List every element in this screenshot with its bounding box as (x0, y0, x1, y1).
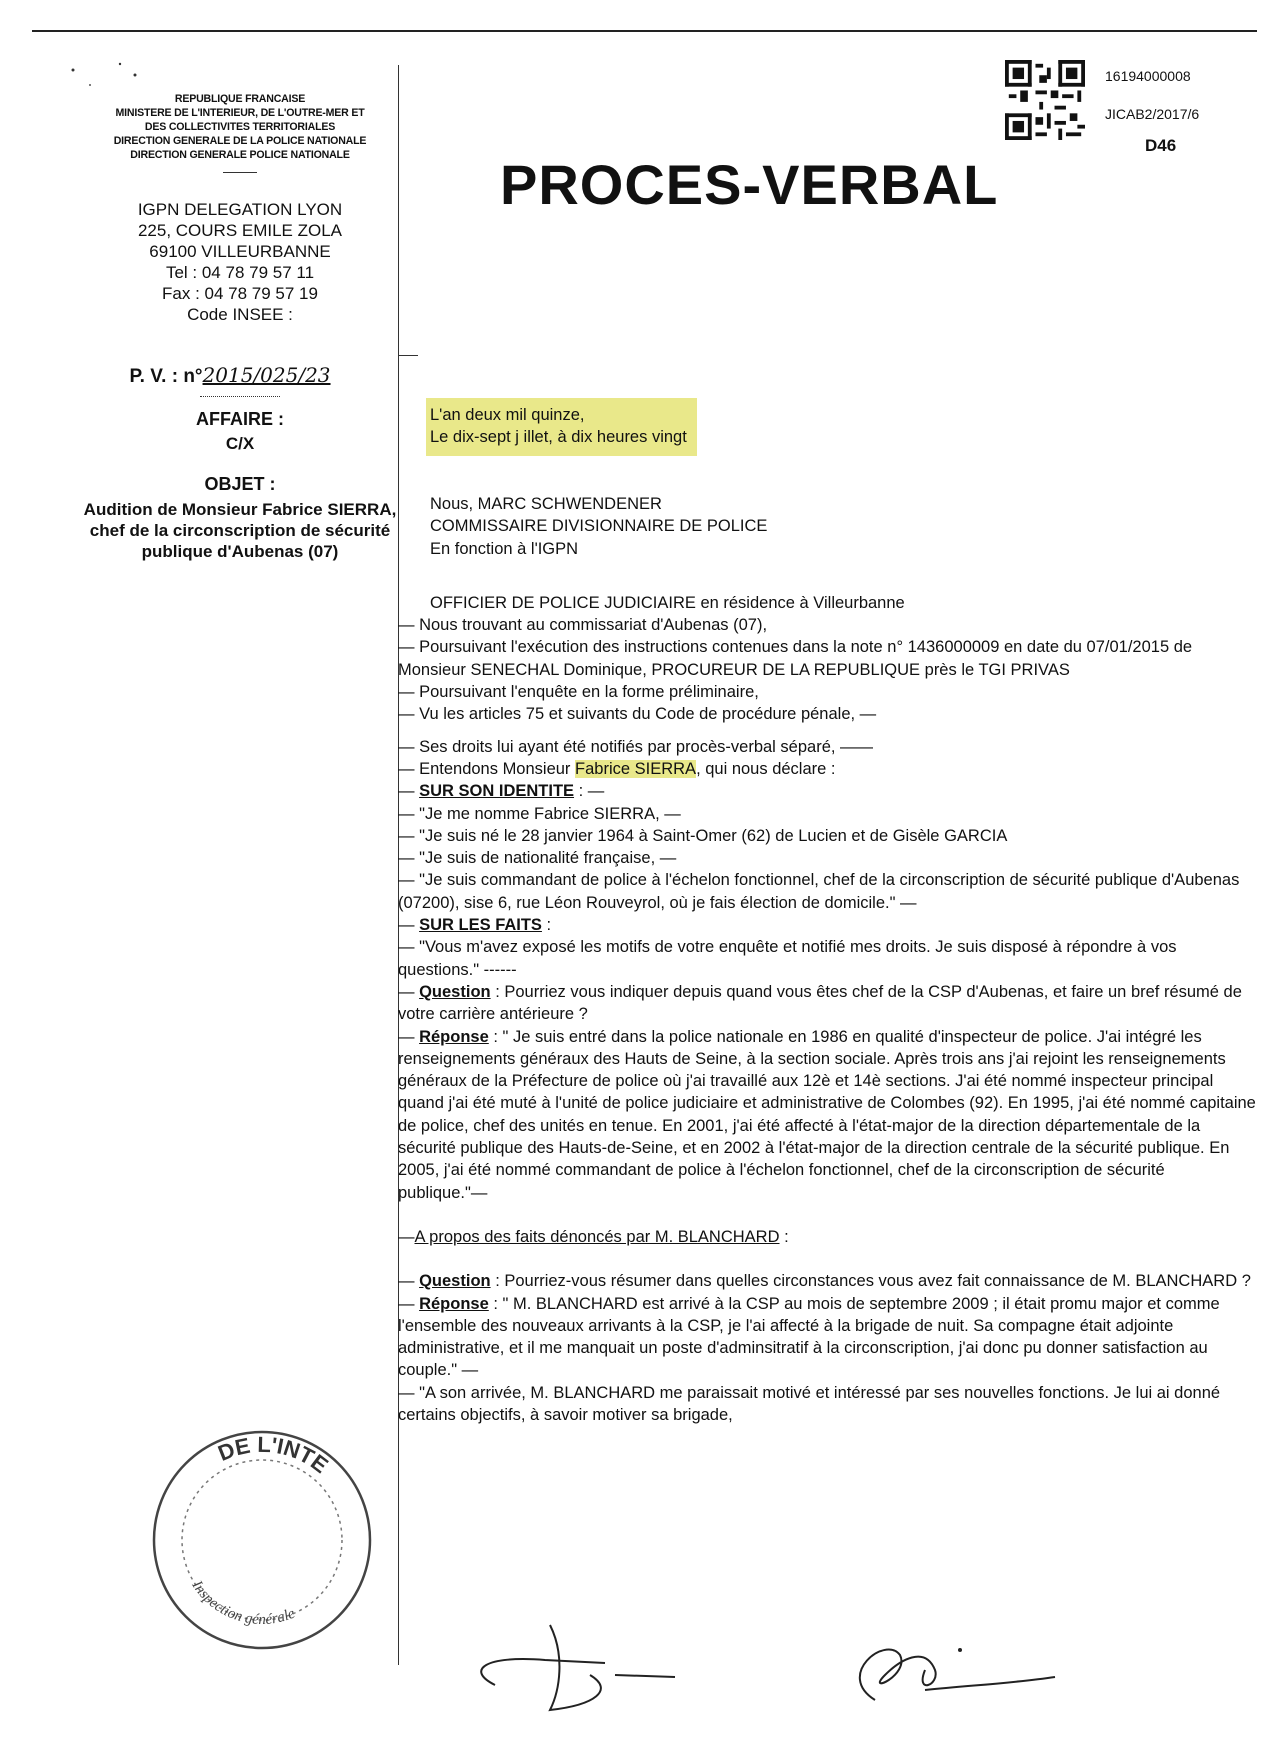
official-stamp (142, 1420, 382, 1660)
office-tel: Tel : 04 78 79 57 11 (165, 263, 315, 282)
paragraph: — "Je me nomme Fabrice SIERRA, — (398, 804, 681, 823)
answer: — Réponse : " Je suis entré dans la police nationale en 1986 en qualité d'inspecteur de police. J'ai intégré les renseignements généraux des Hauts de Seine, à la section sociale. Après trois ans j'ai rejoint les renseignements généraux de la Préfecture de police où j'ai travaillé aux 12è et 14è sections. J'ai été nommé inspecteur principal quand j'ai été muté à l'unité de police judiciaire et administrative de Colombes (92). En 1995, j'ai été nommé capitaine de police, chef des unités en tenue. En 2001, j'ai été affecté à l'état-major de la direction départementale de la sécurité publique des Hauts-de-Seine, et en 2002 à l'état-major de la direction centrale de la sécurité publique. En 2005, j'ai été nommé commandant de police à l'échelon fonctionnel, chef de la circonscription de sécurité publique."— (398, 1027, 1256, 1202)
left-column (80, 92, 400, 562)
header-line: DIRECTION GENERALE POLICE NATIONALE (130, 149, 350, 161)
paragraph: — "Vous m'avez exposé les motifs de votre enquête et notifié mes droits. Je suis disposé à répondre à vos questions." ------ (398, 938, 1177, 979)
opj-line: OFFICIER DE POLICE JUDICIAIRE en résidence à Villeurbanne (430, 593, 905, 612)
office-city: 69100 VILLEURBANNE (149, 242, 331, 261)
paragraph: — "Je suis né le 28 janvier 1964 à Saint-Omer (62) de Lucien et de Gisèle GARCIA (398, 826, 1008, 845)
officer-rank: COMMISSAIRE DIVISIONNAIRE DE POLICE (430, 517, 768, 536)
page-title: PROCES-VERBAL (500, 153, 999, 216)
scan-specks (70, 60, 160, 90)
paragraph: — Entendons Monsieur Fabrice SIERRA, qui nous déclare : (398, 759, 836, 778)
office-fax: Fax : 04 78 79 57 19 (162, 284, 318, 303)
pv-label: P. V. : n° (129, 366, 203, 387)
paragraph: — Poursuivant l'enquête en la forme préliminaire, (398, 683, 759, 702)
office-name: IGPN DELEGATION LYON (137, 200, 343, 219)
paragraph: — Vu les articles 75 et suivants du Code de procédure pénale, — (398, 705, 877, 724)
date-line: Le dix-sept j illet, à dix heures vingt (430, 428, 687, 446)
document-ref: D46 (1145, 136, 1177, 155)
question: — Question : Pourriez vous indiquer depuis quand vous êtes chef de la CSP d'Aubenas, et faire un bref résumé de votre carrière antérieure ? (398, 982, 1242, 1024)
paragraph: — "A son arrivée, M. BLANCHARD me paraissait motivé et intéressé par ses nouvelles fonctions. Je lui ai donné certains objectifs, à savoir motiver sa brigade, (398, 1383, 1221, 1424)
svg-text:DE L'INTE (214, 1432, 332, 1478)
document-number: 16194000008 (1105, 68, 1191, 84)
affaire-value: C/X (225, 434, 255, 453)
office-street: 225, COURS EMILE ZOLA (137, 221, 343, 240)
statement-body (398, 493, 1258, 1426)
top-rule (32, 30, 1257, 32)
paragraph: — Poursuivant l'exécution des instructions contenues dans la note n° 1436000009 en date du 07/01/2015 de Monsieur SENECHAL Dominique, PROCUREUR DE LA REPUBLIQUE près le TGI PRIVAS (398, 638, 1193, 679)
header-line: REPUBLIQUE FRANCAISE (174, 93, 306, 105)
margin-tick (398, 355, 418, 356)
paragraph: — Nous trouvant au commissariat d'Aubenas (07), (398, 616, 768, 635)
subsection-heading: —A propos des faits dénoncés par M. BLANCHARD : (398, 1227, 789, 1246)
divider (223, 172, 257, 173)
stamp-top-text: DE L'INTE (214, 1431, 333, 1479)
stamp-bottom-text: Inspection générale (188, 1577, 298, 1629)
divider (200, 396, 280, 397)
answer: — Réponse : " M. BLANCHARD est arrivé à la CSP au mois de septembre 2009 ; il était promu major et comme l'ensemble des nouveaux arrivants à la CSP, je l'ai affecté à la brigade de nuit. Sa compagne était adjointe administrative, et il me manquait un poste d'adminsitratif à la circonscription, j'ai donc pu donner satisfaction au couple." — (398, 1294, 1220, 1380)
paragraph: — "Je suis commandant de police à l'échelon fonctionnel, chef de la circonscription de sécurité publique d'Aubenas (07200), sise 6, rue Léon Rouveyrol, où je fais élection de domicile." — (398, 871, 1240, 912)
ministry-header (80, 92, 400, 162)
office-insee: Code INSEE : (187, 305, 293, 324)
section-heading: — SUR SON IDENTITE : — (398, 782, 605, 801)
officer-name: Nous, MARC SCHWENDENER (430, 495, 662, 513)
document-code: JICAB2/2017/6 (1105, 106, 1200, 122)
svg-text:Inspection générale (188, 1577, 298, 1628)
qr-code-icon (1005, 60, 1085, 140)
section-heading: — SUR LES FAITS : (398, 916, 552, 935)
pv-handwritten-number: 2015/025/23 (202, 363, 331, 387)
date-highlight (426, 398, 697, 456)
header-line: DIRECTION GENERALE DE LA POLICE NATIONALE (113, 135, 367, 147)
paragraph: — "Je suis de nationalité française, — (398, 849, 677, 868)
affaire-label: AFFAIRE : (196, 409, 284, 429)
name-highlight: Fabrice SIERRA (575, 759, 697, 778)
header-line: DES COLLECTIVITES TERRITORIALES (144, 121, 336, 133)
pv-number (70, 363, 390, 388)
question: — Question : Pourriez-vous résumer dans quelles circonstances vous avez fait connaissance de M. BLANCHARD ? (398, 1272, 1251, 1291)
date-line: L'an deux mil quinze, (430, 406, 585, 424)
paragraph: — Ses droits lui ayant été notifiés par procès-verbal séparé, —— (398, 737, 874, 756)
objet-text: Audition de Monsieur Fabrice SIERRA, chef de la circonscription de sécurité publique d'Aubenas (07) (83, 500, 397, 561)
header-line: MINISTERE DE L'INTERIEUR, DE L'OUTRE-MER ET (115, 107, 365, 119)
office-address (80, 199, 400, 325)
signatures (455, 1615, 1085, 1715)
objet-label: OBJET : (204, 474, 276, 494)
officer-post: En fonction à l'IGPN (430, 539, 579, 558)
